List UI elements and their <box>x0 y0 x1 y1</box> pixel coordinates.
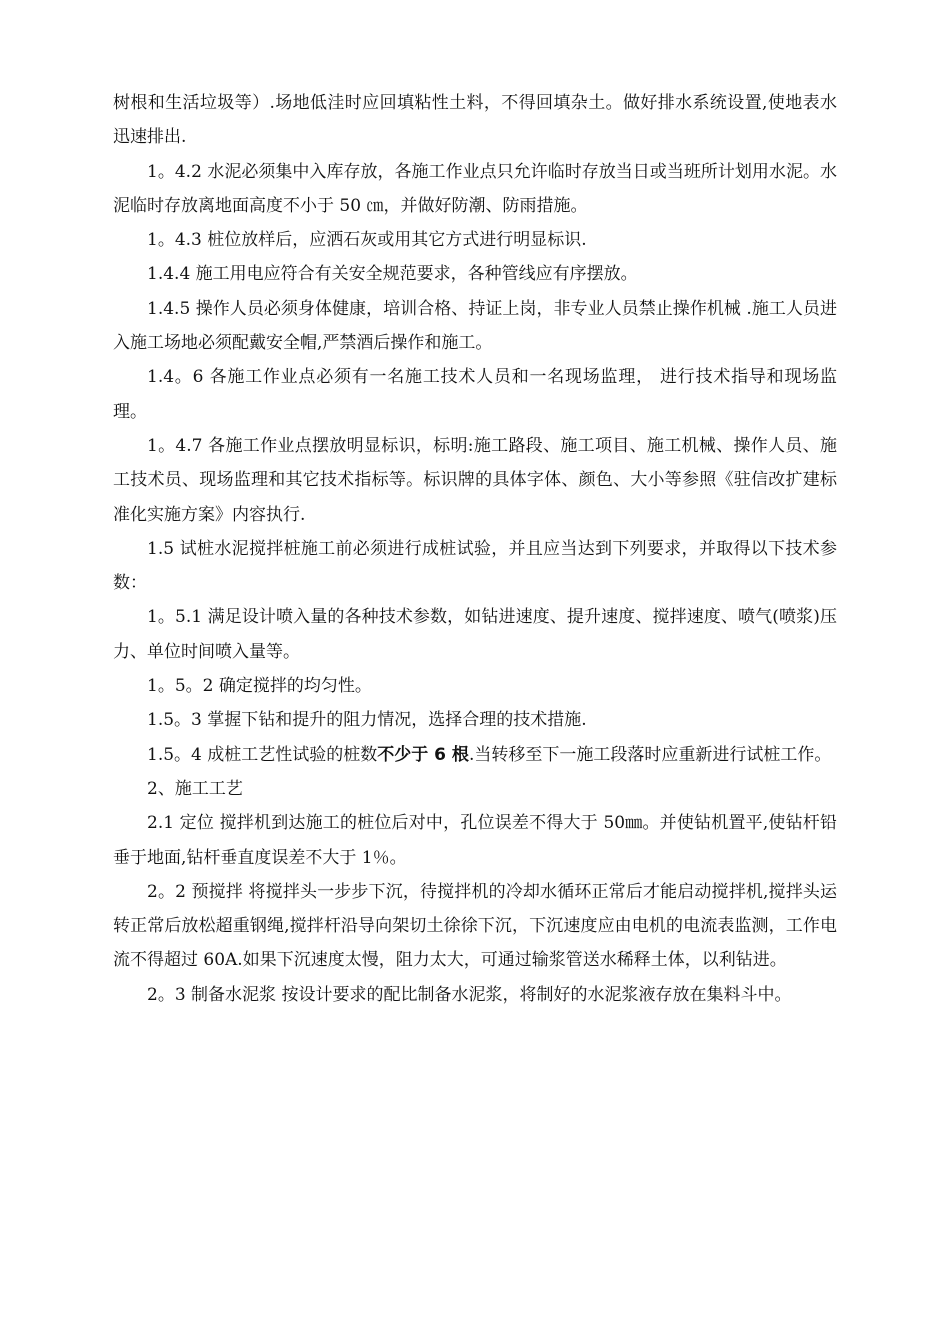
paragraph-1-5-1: 1。5.1 满足设计喷入量的各种技术参数，如钻进速度、提升速度、搅拌速度、喷气(喷浆)压力、单位时间喷入量等。 <box>113 607 837 662</box>
paragraph-1-4-3: 1。4.3 桩位放样后，应洒石灰或用其它方式进行明显标识. <box>147 230 587 251</box>
paragraph-1-5-3: 1.5。3 掌握下钻和提升的阻力情况，选择合理的技术措施. <box>147 710 587 731</box>
document-body <box>113 86 837 1012</box>
paragraph-1-4-7: 1。4.7 各施工作业点摆放明显标识，标明:施工路段、施工项目、施工机械、操作人员、施工技术员、现场监理和其它技术指标等。标识牌的具体字体、颜色、大小等参照《驻信改扩建标准化实施方案》内容执行. <box>113 435 837 525</box>
paragraph-2-3: 2。3 制备水泥浆 按设计要求的配比制备水泥浆，将制好的水泥浆液存放在集料斗中。 <box>147 984 792 1005</box>
paragraph-1-5-2: 1。5。2 确定搅拌的均匀性。 <box>147 676 372 697</box>
paragraph-1-5-4-tail: .当转移至下一施工段落时应重新进行试桩工作。 <box>468 744 832 765</box>
paragraph-1-5-4-emphasis: 不少于 6 根 <box>377 744 469 765</box>
paragraph-1-5-4 <box>113 738 837 772</box>
paragraph-1-4-5: 1.4.5 操作人员必须身体健康，培训合格、持证上岗，非专业人员禁止操作机械 .施工人员进入施工场地必须配戴安全帽,严禁酒后操作和施工。 <box>113 298 837 354</box>
paragraph-1-5-4-lead: 1.5。4 成桩工艺性试验的桩数 <box>147 744 378 765</box>
paragraph-1-4-6: 1.4。6 各施工作业点必须有一名施工技术人员和一名现场监理， 进行技术指导和现场监理。 <box>113 367 837 422</box>
section-heading-construction-process: 2、施工工艺 <box>147 778 243 799</box>
paragraph-2-2: 2。2 预搅拌 将搅拌头一步步下沉，待搅拌机的冷却水循环正常后才能启动搅拌机,搅拌头运转正常后放松超重钢绳,搅拌杆沿导向架切土徐徐下沉，下沉速度应由电机的电流表监测，工作电流不得超过 60A.如果下沉速度太慢，阻力太大，可通过输浆管送水稀释土体，以利钻进。 <box>113 881 837 971</box>
paragraph-1-4-2: 1。4.2 水泥必须集中入库存放，各施工作业点只允许临时存放当日或当班所计划用水泥。水泥临时存放离地面高度不小于 50 ㎝，并做好防潮、防雨措施。 <box>113 161 837 216</box>
paragraph-2-1: 2.1 定位 搅拌机到达施工的桩位后对中，孔位误差不得大于 50㎜。并使钻机置平,使钻杆铅垂于地面,钻杆垂直度误差不大于 1％。 <box>113 813 837 868</box>
paragraph-1-4-4: 1.4.4 施工用电应符合有关安全规范要求，各种管线应有序摆放。 <box>147 264 638 285</box>
paragraph-1-5: 1.5 试桩水泥搅拌桩施工前必须进行成桩试验，并且应当达到下列要求，并取得以下技术参数： <box>113 538 837 594</box>
paragraph-continuation: 树根和生活垃圾等）.场地低洼时应回填粘性土料，不得回填杂土。做好排水系统设置,使地表水迅速排出. <box>113 93 837 148</box>
